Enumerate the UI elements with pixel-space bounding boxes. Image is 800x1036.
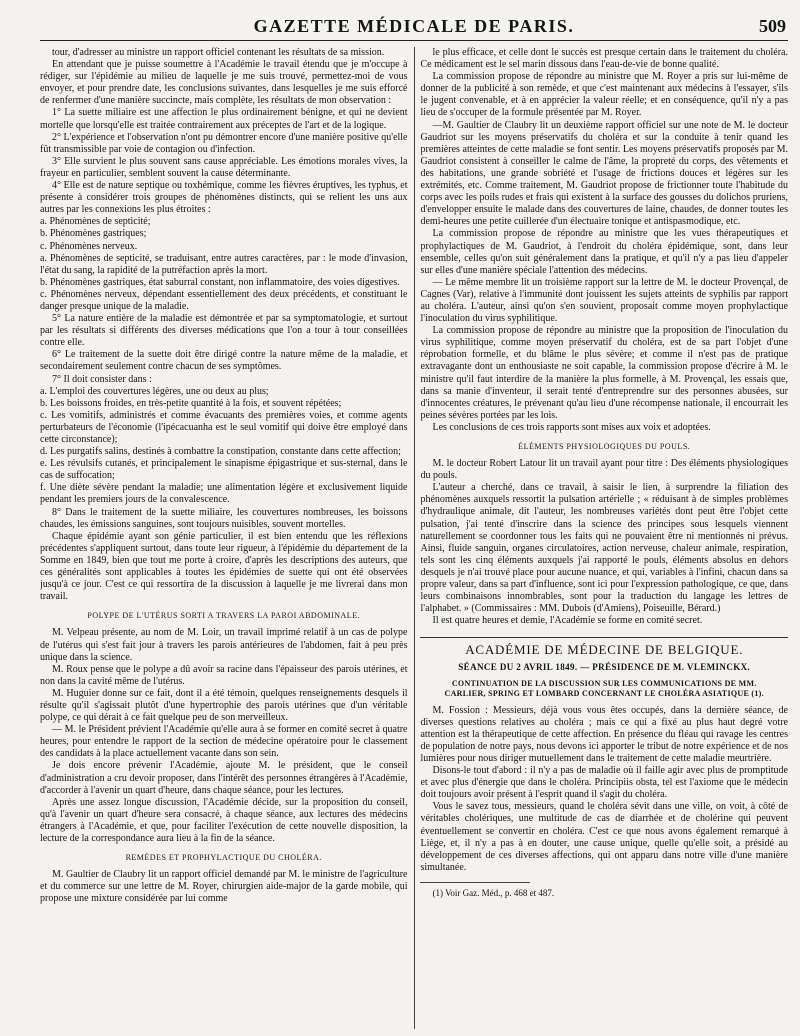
paragraph: c. Les vomitifs, administrés et comme évacuants des premières voies, et comme agents perturbateurs de l'économie (l'ipécacuanha est le seul vomitif qui doive être employé dans cette circonstance); <box>40 409 408 445</box>
paragraph: Disons-le tout d'abord : il n'y a pas de maladie où il faille agir avec plus de promptitude et avec plus d'énergie que dans le choléra. Principiis obsta, tel est l'axiome que le médecin doit toujours avoir présent à l'esprit quand il s'agit du choléra. <box>420 765 788 801</box>
paragraph: b. Phénomènes gastriques, état saburral constant, non inflammatoire, des voies digestives. <box>40 276 400 288</box>
paragraph: le plus efficace, et celle dont le succès est presque certain dans le traitement du choléra. Ce médicament est le sel marin dissous dans l'eau-de-vie de bonne qualité. <box>420 47 788 71</box>
paragraph: 4° Elle est de nature septique ou toxhémique, comme les fièvres éruptives, les typhus, et présente à considérer trois groupes de phénomènes distincts, qui se relient les uns aux autres par les connexions les plus étroites : <box>40 180 408 216</box>
paragraph: 7° Il doit consister dans : <box>52 373 152 385</box>
page-number: 509 <box>759 16 786 36</box>
footnote: (1) Voir Gaz. Méd., p. 468 et 487. <box>432 887 555 898</box>
paragraph: Chaque épidémie ayant son génie particulier, il est bien entendu que les réflexions précédentes s'appliquent surtout, dans toute leur rigueur, à l'épidémie du département de la Somme en 1849, bien que tout me porte à croire, d'après les descriptions des auteurs, que ces généralités sont applicables à toutes les épidémies de suette qui ont été observées jusqu'à ce jour. C'est ce qui ressortira de la discussion à laquelle je me livrerai dans mon travail. <box>40 530 408 603</box>
paragraph: d. Les purgatifs salins, destinés à combattre la constipation, constante dans cette affection; <box>40 446 401 458</box>
paragraph: Il est quatre heures et demie, l'Académie se forme en comité secret. <box>432 615 703 627</box>
paragraph: c. Phénomènes nerveux. <box>40 240 138 252</box>
subsection-heading: CONTINUATION DE LA DISCUSSION SUR LES COMMUNICATIONS DE MM. CARLIER, SPRING ET LOMBARD CONCERNANT LE CHOLÉRA ASIATIQUE (1). <box>444 678 764 698</box>
paragraph: M. Fossion : Messieurs, déjà vous vous êtes occupés, dans la dernière séance, de diverses questions relatives au choléra ; mais ce qui a fixé au plus haut degré votre attention est la thérapeutique de cette affection. En présence du fléau qui ravage les centres de population de notre pays, nous devons ici apporter le tribut de notre expérience et de nos lumières pour nous diriger mutuellement dans le traitement de cette maladie meurtrière. <box>420 704 788 764</box>
footnote-rule <box>420 882 530 883</box>
academy-heading: ACADÉMIE DE MÉDECINE DE BELGIQUE. <box>420 637 788 656</box>
paragraph: e. Les révulsifs cutanés, et principalement le sinapisme épigastrique et sus-sternal, dans le cas de suffocation; <box>40 458 408 482</box>
paragraph: —M. Gaultier de Claubry lit un deuxième rapport officiel sur une note de M. le docteur Gaudriot sur les moyens préservatifs du choléra et sur la conduite à tenir quand les premières atteintes de cette maladie se font sentir. Les moyens préservatifs proposés par M. Gaudriot consistent à conseiller le calme de l'âme, la propreté du corps, des vêtements et des habitations, une grande sobriété et l'usage de frictions douces et légères sur les extrémités, etc. Comme traitement, M. Gaudriot propose de frictionner toute l'habitude du corps avec les poils rudes et frais qui existent à la surface des gousses du dolichos pruriens, d'envelopper ensuite le malade dans des couvertures de laine, chaudes, de donner toutes les demi-heures une petite cuillerée d'un électuaire tonique et antispasmodique, etc. <box>420 119 788 228</box>
paragraph: — M. le Président prévient l'Académie qu'elle aura à se former en comité secret à quatre heures, pour entendre le rapport de la section de médecine opératoire pour le classement des candidats à la place actuellement vacante dans son sein. <box>40 724 408 760</box>
masthead <box>40 14 788 41</box>
paragraph: M. Velpeau présente, au nom de M. Loir, un travail imprimé relatif à un cas de polype de l'utérus qui s'est fait jour à travers les parois antérieures de l'abdomen, fait à peu près unique dans la science. <box>40 627 408 663</box>
paragraph: Après une assez longue discussion, l'Académie décide, sur la proposition du conseil, qu'à l'avenir un quart d'heure sera consacré, à chaque séance, aux lectures des médecins étrangers à l'Académie, et que, pour faciliter l'exécution de cette nouvelle disposition, la lecture de la correspondance aura lieu à la fin de la séance. <box>40 796 408 844</box>
paragraph: c. Phénomènes nerveux, dépendant essentiellement des deux précédents, et constituant le danger presque unique de la maladie. <box>40 288 408 312</box>
paragraph: L'auteur a cherché, dans ce travail, à saisir le lien, à surprendre la filiation des phénomènes auxquels ressortit la pulsation artérielle ; « réduisant à de simples problèmes d'hydraulique animale, dit l'auteur, les nombreuses variétés dont peut être l'objet cette pulsation, j'ai tenté d'inscrire dans la science des principes sous lesquels viennent naturellement se coordonner tous les faits qui ne pouvaient être ni mentionnés ni prévus. Ainsi, fluide sanguin, organes circulatoires, action nerveuse, chaleur animale, respiration, tels sont les cinq éléments auxquels j'ai rapporté le pouls, éléments absolus en dehors desquels je n'ai trouvé place pour aucune nuance, et qui, variables à l'infini, chacun dans sa propre valeur, dans sa part d'influence, sont ici pour l'expression pathologique, ce que, dans leurs combinaisons innombrables, sont pour la traduction du langage les lettres de l'alphabet. » (Commissaires : MM. Dubois (d'Amiens), Poiseuille, Bérard.) <box>420 482 788 615</box>
paragraph: Je dois encore prévenir l'Académie, ajoute M. le président, que le conseil d'administration a cru devoir proposer, dans l'intérêt des personnes étrangères à l'Académie, d'accorder à l'avenir un quart d'heure, dans chaque séance, pour les lectures. <box>40 760 408 796</box>
section-heading: POLYPE DE L'UTÉRUS SORTI A TRAVERS LA PAROI ABDOMINALE. <box>87 611 361 621</box>
paragraph: 2° L'expérience et l'observation n'ont pu démontrer encore d'une manière positive qu'elle fût transmissible par voie de contagion ou d'infection. <box>40 131 408 155</box>
paragraph: La commission propose de répondre au ministre que M. Royer a pris sur lui-même de donner de la publicité à son remède, et que c'est maintenant aux médecins à l'essayer, s'ils le jugent convenable, et à en apprécier la valeur réelle; et en conséquence, qu'il n'y a pas lieu de s'occuper de la formule présentée par M. Royer. <box>420 71 788 119</box>
right-column <box>420 47 788 1029</box>
paragraph: tour, d'adresser au ministre un rapport officiel contenant les résultats de sa mission. <box>52 47 385 58</box>
paragraph: b. Phénomènes gastriques; <box>40 228 147 240</box>
paragraph: La commission propose de répondre au ministre que les vues thérapeutiques et prophylactiques de M. Gaudriot, à l'endroit du choléra épidémique, sont, dans leur ensemble, celles qu'on suit généralement dans la pratique, et qu'il n'y a pas lieu d'appeler sur elles d'une manière spéciale l'attention des médecins. <box>420 228 788 276</box>
paragraph: 3° Elle survient le plus souvent sans cause appréciable. Les émotions morales vives, la frayeur en particulier, semblent souvent la cause déterminante. <box>40 155 408 179</box>
paragraph: 6° Le traitement de la suette doit être dirigé contre la nature même de la maladie, et secondairement seulement contre chacun de ses symptômes. <box>40 349 408 373</box>
section-heading: ÉLÉMENTS PHYSIOLOGIQUES DU POULS. <box>518 442 691 451</box>
paragraph: 5° La nature entière de la maladie est démontrée et par sa symptomatologie, et surtout par les résultats si différents des diverses médications que l'on a tour à tour conseillées contre elle. <box>40 313 408 349</box>
paragraph: 8° Dans le traitement de la suette miliaire, les couvertures nombreuses, les boissons chaudes, les émissions sanguines, sont toujours nuisibles, souvent mortelles. <box>40 506 408 530</box>
paragraph: a. Phénomènes de septicité; <box>40 216 151 228</box>
left-column <box>40 47 408 1029</box>
paragraph: Vous le savez tous, messieurs, quand le choléra sévit dans une ville, on voit, à côté de véritables cholériques, une multitude de cas de diarrhée et de cholérine qui peuvent éventuellement se convertir en choléra. C'est ce que nous avons également remarqué à Liège, et, il n'y a pas à en douter, une cause unique, quelle qu'elle soit, a présidé au développement de ces diverses affections, qui ont apparu dans notre ville d'une manière simultanée. <box>420 801 788 873</box>
session-line: SÉANCE DU 2 AVRIL 1849. — PRÉSIDENCE DE M. VLEMINCKX. <box>458 661 751 672</box>
paragraph: M. Gaultier de Claubry lit un rapport officiel demandé par M. le ministre de l'agriculture et du commerce sur une lettre de M. Royer, chirurgien aide-major de la garde mobile, qui propose une mixture considérée par lui comme <box>40 869 408 905</box>
paragraph: f. Une diète sévère pendant la maladie; une alimentation légère et exclusivement liquide pendant les premiers jours de la convalescence. <box>40 482 408 506</box>
paragraph: La commission propose de répondre au ministre que la proposition de l'inoculation du virus syphilitique, comme moyen préservatif du choléra, est de sa part l'objet d'une réprobation formelle, et du blâme le plus sévère; et comme il n'est pas de pratique extravagante dont un enthousiaste ne soit capable, la commission propose d'écrire à M. le ministre qu'il faut interdire de la manière la plus formelle, à M. Provençal, les essais que, dans sa manie d'inventeur, il serait tenté d'entreprendre sur des personnes abusées, sur d'innocentes créatures, le prévenant qu'au lieu d'une récompense nationale, il encourrait les peines sévères portées par les lois. <box>420 325 788 421</box>
paragraph: En attendant que je puisse soumettre à l'Académie le travail étendu que je m'occupe à rédiger, sur l'épidémie au milieu de laquelle je me suis trouvé, permettez-moi de vous envoyer, et pour prendre date, les conclusions suivantes, dans lesquelles je me suis efforcé de renfermer d'une manière succincte, mais complète, les résultats de mon observation : <box>40 59 408 107</box>
paragraph: M. Roux pense que le polype a dû avoir sa racine dans l'épaisseur des parois utérines, et non dans la cavité même de l'utérus. <box>40 663 408 687</box>
column-container <box>40 47 788 1029</box>
paragraph: — Le même membre lit un troisième rapport sur la lettre de M. le docteur Provençal, de Cagnes (Var), relative à l'immunité dont jouissent les sujets atteints de syphilis par rapport au choléra. L'auteur, ainsi qu'on s'en souvient, proposait comme moyen prophylactique l'inoculation du virus syphilitique. <box>420 276 788 325</box>
paragraph: b. Les boissons froides, en très-petite quantité à la fois, et souvent répétées; <box>40 397 342 409</box>
paragraph: 1° La suette miliaire est une affection le plus ordinairement bénigne, et qui ne devient mortelle que lorsqu'elle est traitée contrairement aux préceptes de l'art et de la logique. <box>40 107 408 131</box>
column-rule <box>414 47 415 1029</box>
paragraph: a. Phénomènes de septicité, se traduisant, entre autres caractères, par : le mode d'invasion, l'état du sang, la rapidité de la putréfaction après la mort. <box>40 252 408 276</box>
paragraph: Les conclusions de ces trois rapports sont mises aux voix et adoptées. <box>432 421 711 433</box>
paragraph: M. le docteur Robert Latour lit un travail ayant pour titre : Des éléments physiologiques du pouls. <box>420 458 788 482</box>
paragraph: M. Huguier donne sur ce fait, dont il a été témoin, quelques renseignements desquels il résulte qu'il s'agissait plutôt d'une hypertrophie des parois utérines que d'un véritable polype, ce qui dérait à ce fait quelque peu de son merveilleux. <box>40 687 408 724</box>
publication-title: GAZETTE MÉDICALE DE PARIS. <box>253 16 575 36</box>
paragraph: a. L'emploi des couvertures légères, une ou deux au plus; <box>40 385 269 397</box>
section-heading: REMÈDES ET PROPHYLACTIQUE DU CHOLÉRA. <box>125 853 322 863</box>
